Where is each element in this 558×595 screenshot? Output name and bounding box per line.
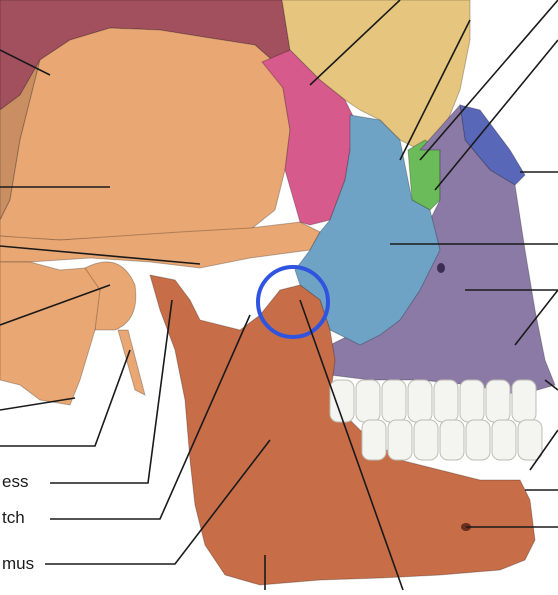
lower-teeth	[362, 420, 542, 460]
lower-tooth	[362, 420, 386, 460]
temporal-bone	[0, 28, 290, 240]
upper-tooth	[512, 380, 536, 422]
lower-tooth	[466, 420, 490, 460]
upper-tooth	[408, 380, 432, 422]
upper-tooth	[434, 380, 458, 422]
upper-teeth	[330, 380, 536, 422]
upper-tooth	[356, 380, 380, 422]
infraorbital-foramen	[437, 263, 445, 273]
styloid-process	[118, 330, 145, 395]
upper-tooth	[460, 380, 484, 422]
label-notch: tch	[2, 508, 25, 527]
upper-tooth	[486, 380, 510, 422]
lower-tooth	[492, 420, 516, 460]
mastoid-process	[0, 262, 100, 405]
lower-tooth	[440, 420, 464, 460]
label-process: ess	[2, 472, 29, 491]
lower-tooth	[388, 420, 412, 460]
upper-tooth	[382, 380, 406, 422]
lower-tooth	[518, 420, 542, 460]
upper-tooth	[330, 380, 354, 422]
label-ramus: mus	[2, 554, 35, 573]
lower-tooth	[414, 420, 438, 460]
